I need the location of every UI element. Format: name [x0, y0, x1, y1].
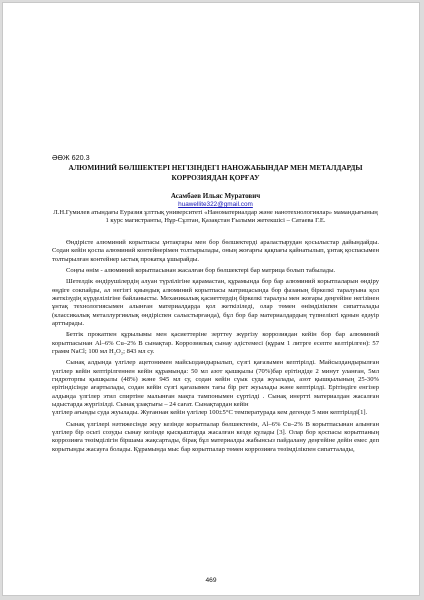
- udc-code: ƏӨЖ 620.3: [52, 153, 90, 162]
- author-email-link[interactable]: huawellite322@gmail.com: [178, 201, 253, 208]
- body-paragraph: үлгілер ағынды суда жуылады. Жуғаннан кейін үлгілер 100±5°C температурада кем дегенде 5 мин кептірілді[1].: [52, 409, 368, 417]
- body-paragraph: Бетгік прокатпен құрылымы мен қасиеттеріне зерттеу жүргізу коррозиядан кейін бор бар алюминий корытпасынан Al–6% Cu–2% B сынақтар. Коррозиялық сынау әдістемесі (құрам 1 литрге есепте келтірілген): 57 грамм NaCl; 100 мл H₂O₂; 843 мл су.: [52, 331, 379, 355]
- article-title: АЛЮМИНИЙ БӨЛШЕКТЕРІ НЕГІЗІНДЕГІ НАНОЖАБЫНДАР МЕН МЕТАЛДАРДЫ КОРРОЗИЯДАН ҚОРҒАУ: [68, 163, 363, 182]
- document-page: [2, 2, 420, 596]
- author-affiliation: Л.Н.Гумилев атындағы Еуразия ұлттық университеті «Наноматериалдар және нанотехнологиялар» мамандығының 1 курс магистранты, Нұр-Сұлтан, Қазақстан Ғылыми жетекшісі – Сатаева Г.Е.: [53, 209, 378, 225]
- body-paragraph: Сынақ алдында үлгілер ацетонимен майсыздандырылып, сүзгі қағазымен кептірілді. Майсыздандырылған үлгілер кейін кептірілгеннен кейін құрамында: 50 мл азот қышқылы (70%)бар ерітіндіде 2 минут уланған, 5мл гидроторпы қышқылы (48%) және 945 мл су, содан кейін сүык суда жуылады, азот қышқылының 25-30% ерітіндісінде ағартылады, содан кейін сүзгі қағазымен тағы бір рет жуылады және кептірілді. Ерітіндіге енгізер алдында үлгілер этил спиртіне малынған мақта тампонымен сүртілді . Сынақ инертті материалдан жасалған ыдыстарда жүргізілді. Сынақ ұзақтығы – 24 сағат. Сынақтардан кейін: [52, 359, 379, 408]
- page-number: 469: [205, 577, 217, 584]
- author-name: Асамбаев Ильяс Муратович: [170, 192, 261, 200]
- body-paragraph: Сынақ үлгілері нәтижесінде жүу кезінде корытпалар бөлшектенін, Al–6% Cu–2% B корытпасынан алынған үлгілер бір осьті созуды сынау кезінде қысқыштарда жасалған кезде қүлады [3]. Олар бор қоспасы корытпаның коррозияға төзімділігін біршама жақсартады, бірақ бұл материалды жабынсыз пайдалану деңгейіне дейін емес деп корытынды жасауға болады. Құрамында мыс бар корытпалар төмен коррозияға төзімділікпен сипатталады,: [52, 420, 379, 453]
- body-paragraph: Шетелдік өндірушілердің алуан түрлілігіне қарамастан, құрамында бор бар алюминий корытпаларын өндіру өңдіге сокпайды, ал негізгі қиындық алюминий корытпасы матрицасында бор фазаның біркелкі таралуына қол жеткізудің күрделілігіне байланысты. Механикалық қасиеттердің біркелкі таралуы мен жоғары деңгейіне негізінен ұнтақ технологиясымен алынған материалдарда қол жеткізіледі, олар төмен өнімділікпен сипатталады (классикалық металлургиялық өндіріспен салыстырғанда), бұл бор бар материалдардың түпнелікті құнын едәуір арттырады.: [52, 278, 379, 327]
- body-paragraph: Соңғы өнім - алюминий корытпасынан жасалған бор бөлшектері бар матрица болып табылады.: [66, 266, 336, 274]
- body-paragraph: Өндірісте алюминий корытпасы ұнтақтары мен бор бөлшектерді араластырудан қосылыстар дайындайды. Содан кейін қоспа алюминий контейнерімен толтырылады, оның жоғарғы қақпағы қайнатылып, ұнтақ қоспасымен толтырылған контейнер ыстық прокатқа ұшырайды.: [52, 238, 379, 263]
- page-content: [52, 153, 379, 457]
- article-body: [52, 239, 379, 454]
